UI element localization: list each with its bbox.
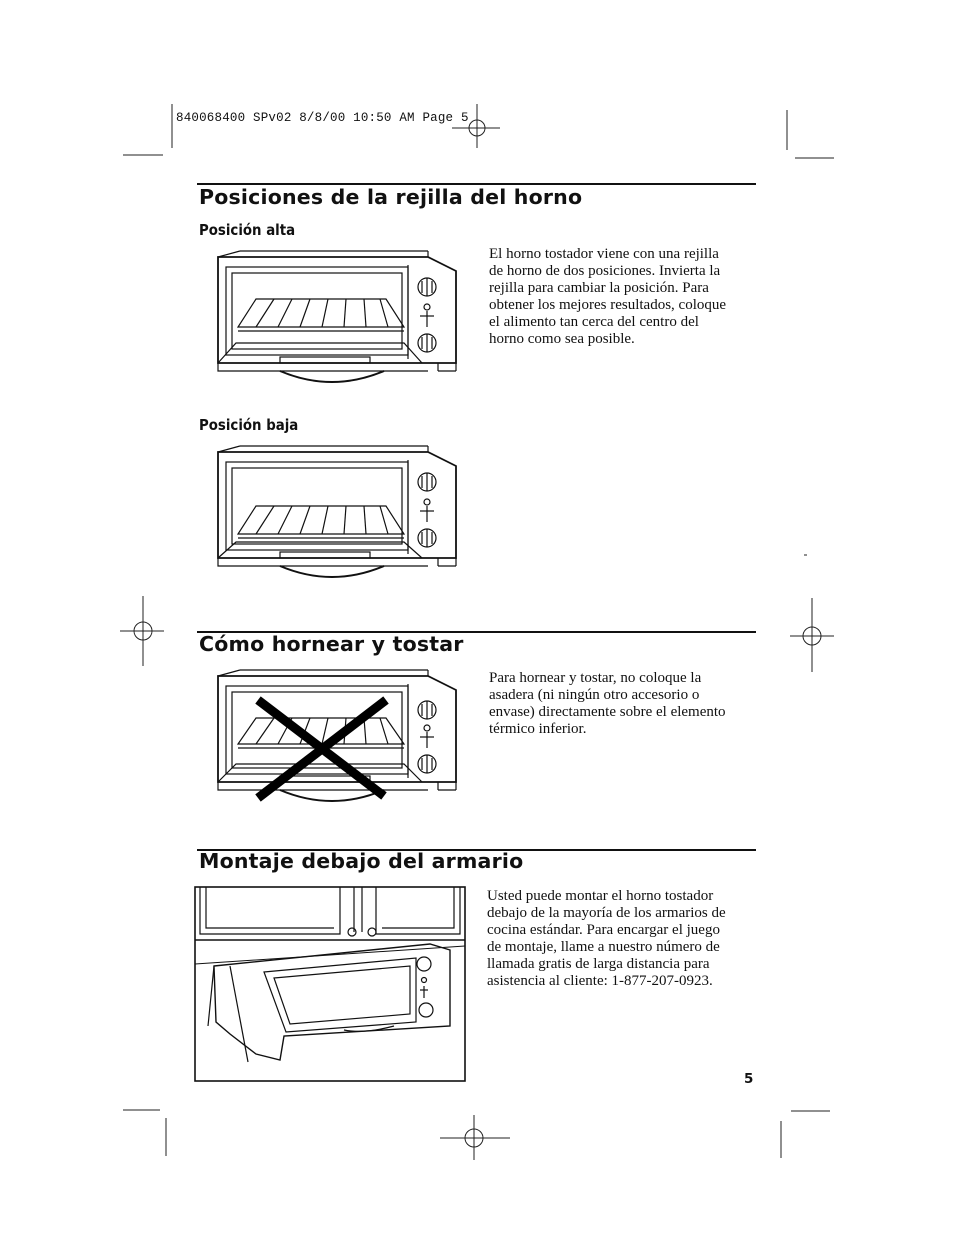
text-line: rejilla para cambiar la posición. Para bbox=[489, 280, 709, 296]
text-line: El horno tostador viene con una rejilla bbox=[489, 246, 719, 262]
section-title-under-cabinet: Montaje debajo del armario bbox=[199, 849, 524, 873]
paragraph-rack bbox=[489, 246, 726, 348]
text-line: Para hornear y tostar, no coloque la bbox=[489, 670, 702, 686]
oven-illustration-crossed-out bbox=[210, 666, 460, 816]
text-line: horno como sea posible. bbox=[489, 331, 635, 347]
text-line: de horno de dos posiciones. Invierta la bbox=[489, 263, 721, 279]
section-title-bake-toast: Cómo hornear y tostar bbox=[199, 632, 464, 656]
under-cabinet-illustration bbox=[194, 886, 466, 1082]
text-line: Usted puede montar el horno tostador bbox=[487, 888, 714, 904]
print-slug: 840068400 SPv02 8/8/00 10:50 AM Page 5 bbox=[176, 111, 469, 125]
subheading-high-position: Posición alta bbox=[199, 221, 296, 239]
text-line: envase) directamente sobre el elemento bbox=[489, 704, 726, 720]
text-line: asadera (ni ningún otro accesorio o bbox=[489, 687, 700, 703]
page-number: 5 bbox=[744, 1071, 754, 1087]
text-line: llamada gratis de larga distancia para bbox=[487, 956, 710, 972]
text-line: obtener los mejores resultados, coloque bbox=[489, 297, 727, 313]
oven-illustration-high-rack bbox=[210, 247, 460, 387]
text-line: térmico inferior. bbox=[489, 721, 587, 737]
text-line: asistencia al cliente: 1-877-207-0923. bbox=[487, 973, 713, 989]
text-line: debajo de la mayoría de los armarios de bbox=[487, 905, 726, 921]
text-line: de montaje, llame a nuestro número de bbox=[487, 939, 720, 955]
paragraph-mount bbox=[487, 888, 726, 990]
text-line: cocina estándar. Para encargar el juego bbox=[487, 922, 720, 938]
subheading-low-position: Posición baja bbox=[199, 416, 299, 434]
oven-illustration-low-rack bbox=[210, 442, 460, 582]
section-title-rack-positions: Posiciones de la rejilla del horno bbox=[199, 185, 583, 209]
paragraph-bake bbox=[489, 670, 726, 738]
text-line: el alimento tan cerca del centro del bbox=[489, 314, 699, 330]
